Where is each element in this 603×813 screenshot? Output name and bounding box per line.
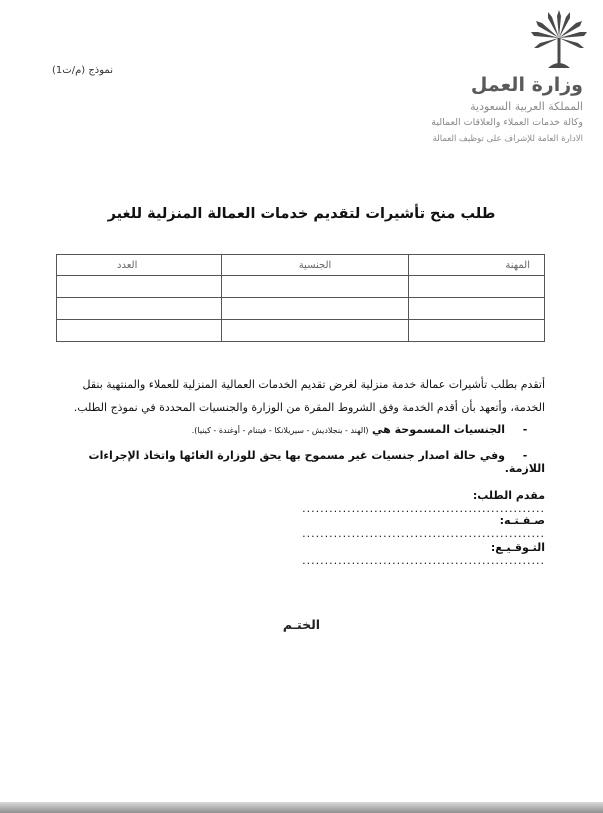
bullet-main-text: الجنسيات المسموحة هي [372, 423, 505, 436]
scan-bottom-edge [0, 802, 603, 813]
capacity-field[interactable]: ...................................................... [302, 527, 545, 540]
count-cell[interactable] [57, 298, 222, 320]
bullet-violation-note [55, 449, 545, 475]
bullet-detail-text: (الهند - بنجلاديش - سيريلانكا - فيتنام - أوغندة - كينيا). [191, 426, 369, 435]
signature-label: التـوقـيـع: [490, 541, 545, 554]
applicant-field[interactable]: ...................................................... [302, 502, 545, 515]
nationality-cell[interactable] [222, 320, 409, 342]
nationality-cell[interactable] [222, 298, 409, 320]
nationality-cell[interactable] [222, 276, 409, 298]
stamp-label: الختـم [282, 617, 321, 632]
table-header-row [57, 255, 545, 276]
column-header-count: العدد [57, 255, 222, 276]
count-cell[interactable] [57, 320, 222, 342]
palm-logo-icon [528, 8, 590, 70]
form-code: نموذج (م/ت1) [52, 65, 113, 76]
profession-cell[interactable] [409, 320, 545, 342]
profession-cell[interactable] [409, 298, 545, 320]
agency-name: وكالة خدمات العملاء والعلاقات العمالية [431, 117, 583, 128]
profession-cell[interactable] [409, 276, 545, 298]
bullet-dash: - [522, 423, 528, 436]
bullet-allowed-nationalities [55, 423, 545, 436]
bullet-main-text: وفي حالة اصدار جنسيات غير مسموح بها يحق للوزارة الغائها واتخاذ الإجراءات اللازمة. [88, 449, 545, 475]
bullet-dash: - [522, 449, 528, 462]
ministry-name: وزارة العمل [470, 74, 583, 96]
pledge-paragraph-1: أتقدم بطلب تأشيرات عمالة خدمة منزلية لغرض تقديم الخدمات العمالية المنزلية للعملاء والمنتهية بنقل [82, 378, 545, 391]
count-cell[interactable] [57, 276, 222, 298]
column-header-nationality: الجنسية [222, 255, 409, 276]
capacity-label: صـفـتـه: [499, 514, 545, 527]
page-title: طلب منح تأشيرات لتقديم خدمات العمالة المنزلية للغير [107, 206, 496, 222]
column-header-profession: المهنة [409, 255, 545, 276]
signature-field[interactable]: ...................................................... [302, 554, 545, 567]
table-row [57, 320, 545, 342]
table-row [57, 276, 545, 298]
table-row [57, 298, 545, 320]
kingdom-name: المملكة العربية السعودية [470, 100, 583, 113]
capacity-line [265, 514, 545, 540]
applicant-line [265, 489, 545, 515]
department-name: الادارة العامة للإشراف على توظيف العمالة [432, 134, 583, 144]
visa-request-table [56, 254, 545, 342]
signature-line [265, 541, 545, 567]
applicant-label: مقدم الطلب: [472, 489, 545, 502]
pledge-paragraph-2: الخدمة، وأتعهد بأن أقدم الخدمة وفق الشروط المقرة من الوزارة والجنسيات المحددة في نموذج الطلب. [73, 401, 545, 414]
